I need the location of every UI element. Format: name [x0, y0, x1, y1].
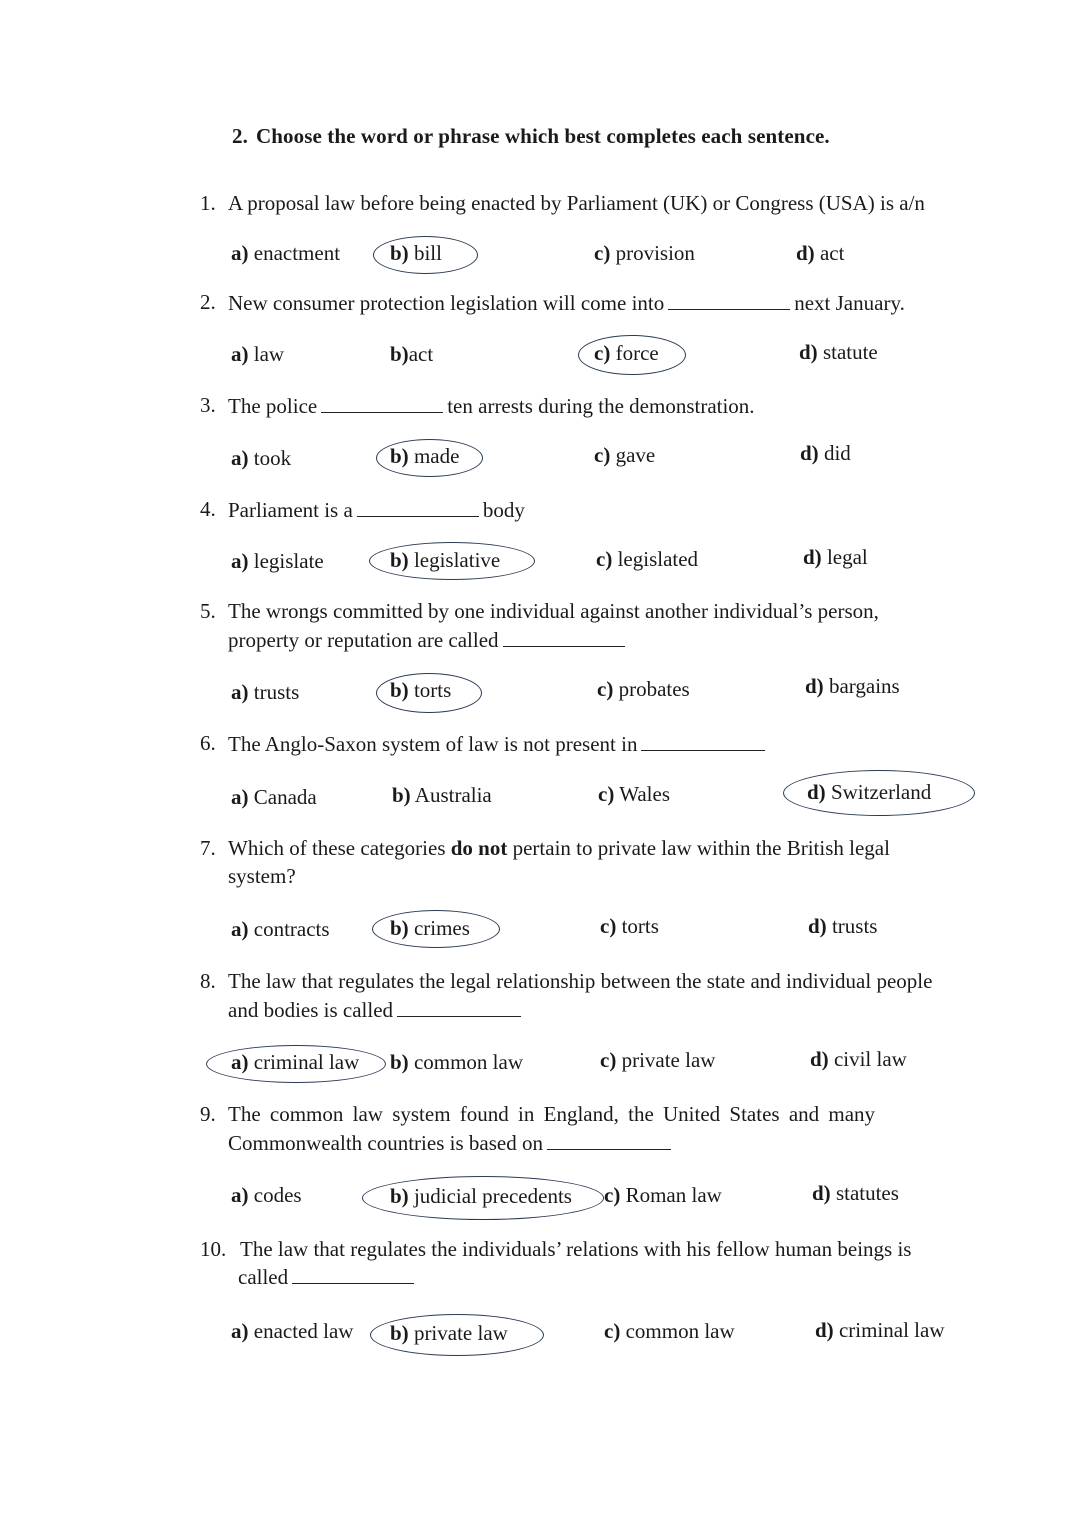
option-label: d): [800, 441, 819, 465]
option-text: judicial precedents: [413, 1184, 572, 1208]
option-text: force: [615, 341, 659, 365]
question-text-after: body: [482, 498, 525, 522]
option-text: Switzerland: [830, 780, 932, 804]
option-label: d): [807, 780, 826, 804]
option-6d[interactable]: [807, 779, 931, 806]
option-text: contracts: [253, 917, 330, 941]
question-text: A proposal law before being enacted by Parliament (UK) or Congress (USA) is a/n: [228, 191, 925, 215]
option-7d[interactable]: [808, 913, 877, 940]
option-label: a): [231, 917, 249, 941]
option-5a[interactable]: [231, 679, 299, 706]
question-number: 8.: [200, 969, 216, 993]
option-3c[interactable]: [594, 442, 655, 469]
option-label: d): [808, 914, 827, 938]
option-text: legislative: [413, 548, 501, 572]
option-text: legislate: [253, 549, 324, 573]
option-4b[interactable]: [390, 547, 500, 574]
option-text: torts: [621, 914, 659, 938]
option-text: provision: [615, 241, 695, 265]
option-label: c): [596, 547, 613, 571]
option-1b[interactable]: [390, 240, 442, 267]
option-2b[interactable]: [390, 341, 433, 368]
question-text: and bodies is called: [228, 998, 394, 1022]
option-10b[interactable]: [390, 1320, 508, 1347]
option-label: b): [390, 916, 409, 940]
option-label: c): [597, 677, 614, 701]
answer-blank[interactable]: [641, 730, 765, 751]
option-text: criminal law: [253, 1050, 360, 1074]
question-text: The law that regulates the legal relationship between the state and individual people: [228, 969, 933, 993]
option-label: c): [594, 443, 611, 467]
question-text: The wrongs committed by one individual against another individual’s person,: [228, 599, 879, 623]
option-text: crimes: [413, 916, 470, 940]
option-label: d): [810, 1047, 829, 1071]
question-5: [200, 598, 1002, 625]
answer-blank[interactable]: [668, 289, 790, 310]
question-8: [200, 968, 1009, 995]
question-9: [200, 1101, 1009, 1128]
option-3a[interactable]: [231, 445, 291, 472]
option-label: c): [598, 782, 615, 806]
option-label: b): [390, 342, 409, 366]
option-label: d): [812, 1181, 831, 1205]
option-label: b): [390, 1321, 409, 1345]
option-label: b): [390, 1184, 409, 1208]
answer-blank[interactable]: [321, 392, 443, 413]
option-2c[interactable]: [594, 340, 659, 367]
question-number: 9.: [200, 1102, 216, 1126]
option-label: d): [815, 1318, 834, 1342]
option-text: enactment: [253, 241, 341, 265]
option-text: civil law: [833, 1047, 907, 1071]
option-text: Wales: [619, 782, 670, 806]
option-label: a): [231, 785, 249, 809]
option-text: act: [408, 342, 434, 366]
question-emphasis: do not: [450, 836, 508, 860]
instruction-text: Choose the word or phrase which best completes each sentence.: [255, 124, 830, 148]
question-text: system?: [228, 864, 296, 888]
option-5d[interactable]: [805, 673, 900, 700]
option-label: a): [231, 342, 249, 366]
option-label: c): [604, 1183, 621, 1207]
option-text: enacted law: [253, 1319, 354, 1343]
option-text: common law: [413, 1050, 523, 1074]
answer-blank[interactable]: [292, 1263, 414, 1284]
question-number: 10.: [200, 1237, 227, 1261]
question-text: New consumer protection legislation will come into: [228, 291, 665, 315]
option-10d[interactable]: [815, 1317, 944, 1344]
option-8d[interactable]: [810, 1046, 907, 1073]
option-6c[interactable]: [598, 781, 670, 808]
question-1: [200, 190, 925, 217]
question-text: property or reputation are called: [228, 628, 499, 652]
option-8c[interactable]: [600, 1047, 715, 1074]
option-label: a): [231, 1183, 249, 1207]
question-text: The common law system found in England, the United States and many: [228, 1102, 876, 1126]
question-text: The law that regulates the individuals’ relations with his fellow human beings is: [240, 1237, 912, 1261]
option-label: c): [594, 241, 611, 265]
instruction-number: 2.: [232, 124, 248, 148]
option-3b[interactable]: [390, 443, 459, 470]
option-label: c): [604, 1319, 621, 1343]
question-9-line2: [228, 1129, 675, 1157]
option-6a[interactable]: [231, 784, 317, 811]
option-label: b): [390, 678, 409, 702]
option-10a[interactable]: [231, 1318, 353, 1345]
option-label: d): [796, 241, 815, 265]
question-number: 5.: [200, 599, 216, 623]
option-4c[interactable]: [596, 546, 698, 573]
question-number: 1.: [200, 191, 216, 215]
option-4a[interactable]: [231, 548, 324, 575]
option-label: a): [231, 446, 249, 470]
question-8-line2: [228, 996, 525, 1024]
option-label: d): [799, 340, 818, 364]
instruction-heading: [232, 124, 830, 149]
option-text: Roman law: [625, 1183, 722, 1207]
option-text: took: [253, 446, 292, 470]
question-number: 2.: [200, 290, 216, 314]
option-text: law: [253, 342, 285, 366]
option-label: a): [231, 680, 249, 704]
question-6: [200, 730, 769, 758]
question-4: [200, 496, 525, 524]
option-label: b): [392, 783, 411, 807]
option-text: statutes: [835, 1181, 899, 1205]
option-text: bargains: [828, 674, 900, 698]
question-10: [200, 1236, 1012, 1263]
option-9d[interactable]: [812, 1180, 899, 1207]
option-1c[interactable]: [594, 240, 695, 267]
option-1a[interactable]: [231, 240, 340, 267]
option-label: b): [390, 444, 409, 468]
option-label: a): [231, 549, 249, 573]
option-text: legal: [826, 545, 868, 569]
option-8b[interactable]: [390, 1049, 523, 1076]
option-9c[interactable]: [604, 1182, 722, 1209]
option-text: Australia: [414, 783, 492, 807]
answer-blank[interactable]: [397, 996, 521, 1017]
option-label: c): [594, 341, 611, 365]
option-label: d): [803, 545, 822, 569]
option-label: a): [231, 1319, 249, 1343]
question-text-after: next January.: [794, 291, 905, 315]
option-10c[interactable]: [604, 1318, 735, 1345]
option-text: statute: [822, 340, 878, 364]
question-5-line2: [228, 626, 629, 654]
question-text-after: ten arrests during the demonstration.: [447, 394, 755, 418]
option-label: c): [600, 1048, 617, 1072]
option-8a[interactable]: [231, 1049, 359, 1076]
option-text: criminal law: [838, 1318, 945, 1342]
option-1d[interactable]: [796, 240, 844, 267]
question-3: [200, 392, 755, 420]
option-label: a): [231, 241, 249, 265]
option-text: codes: [253, 1183, 302, 1207]
option-text: private law: [413, 1321, 508, 1345]
option-label: c): [600, 914, 617, 938]
option-label: b): [390, 1050, 409, 1074]
question-text: called: [238, 1265, 289, 1289]
question-number: 3.: [200, 393, 216, 417]
question-7: [200, 835, 1008, 862]
option-5c[interactable]: [597, 676, 690, 703]
option-3d[interactable]: [800, 440, 851, 467]
answer-blank[interactable]: [357, 496, 479, 517]
option-text: common law: [625, 1319, 735, 1343]
option-text: bill: [413, 241, 442, 265]
option-4d[interactable]: [803, 544, 868, 571]
question-text: The Anglo-Saxon system of law is not present in: [228, 732, 638, 756]
option-2a[interactable]: [231, 341, 284, 368]
option-label: b): [390, 548, 409, 572]
question-text: pertain to private law within the British legal: [512, 836, 890, 860]
option-label: d): [805, 674, 824, 698]
option-text: gave: [615, 443, 656, 467]
question-number: 7.: [200, 836, 216, 860]
option-text: act: [819, 241, 845, 265]
question-7-line2: [228, 863, 296, 890]
option-text: torts: [413, 678, 452, 702]
option-text: did: [823, 441, 851, 465]
option-text: trusts: [253, 680, 300, 704]
answer-blank[interactable]: [547, 1129, 671, 1150]
question-number: 4.: [200, 497, 216, 521]
option-text: private law: [621, 1048, 716, 1072]
question-text: Parliament is a: [228, 498, 353, 522]
option-7b[interactable]: [390, 915, 470, 942]
option-text: legislated: [617, 547, 699, 571]
option-text: made: [413, 444, 460, 468]
option-label: b): [390, 241, 409, 265]
question-number: 6.: [200, 731, 216, 755]
option-7a[interactable]: [231, 916, 330, 943]
option-9a[interactable]: [231, 1182, 302, 1209]
option-9b[interactable]: [390, 1183, 572, 1210]
option-5b[interactable]: [390, 677, 451, 704]
answer-blank[interactable]: [503, 626, 625, 647]
option-label: a): [231, 1050, 249, 1074]
option-text: probates: [618, 677, 690, 701]
option-text: Canada: [253, 785, 317, 809]
question-2: [200, 289, 905, 317]
option-text: trusts: [831, 914, 878, 938]
option-2d[interactable]: [799, 339, 878, 366]
question-text: Which of these categories: [228, 836, 446, 860]
option-6b[interactable]: [392, 782, 492, 809]
option-7c[interactable]: [600, 913, 659, 940]
question-text: The police: [228, 394, 318, 418]
question-text: Commonwealth countries is based on: [228, 1131, 543, 1155]
question-10-line2: [238, 1263, 418, 1291]
